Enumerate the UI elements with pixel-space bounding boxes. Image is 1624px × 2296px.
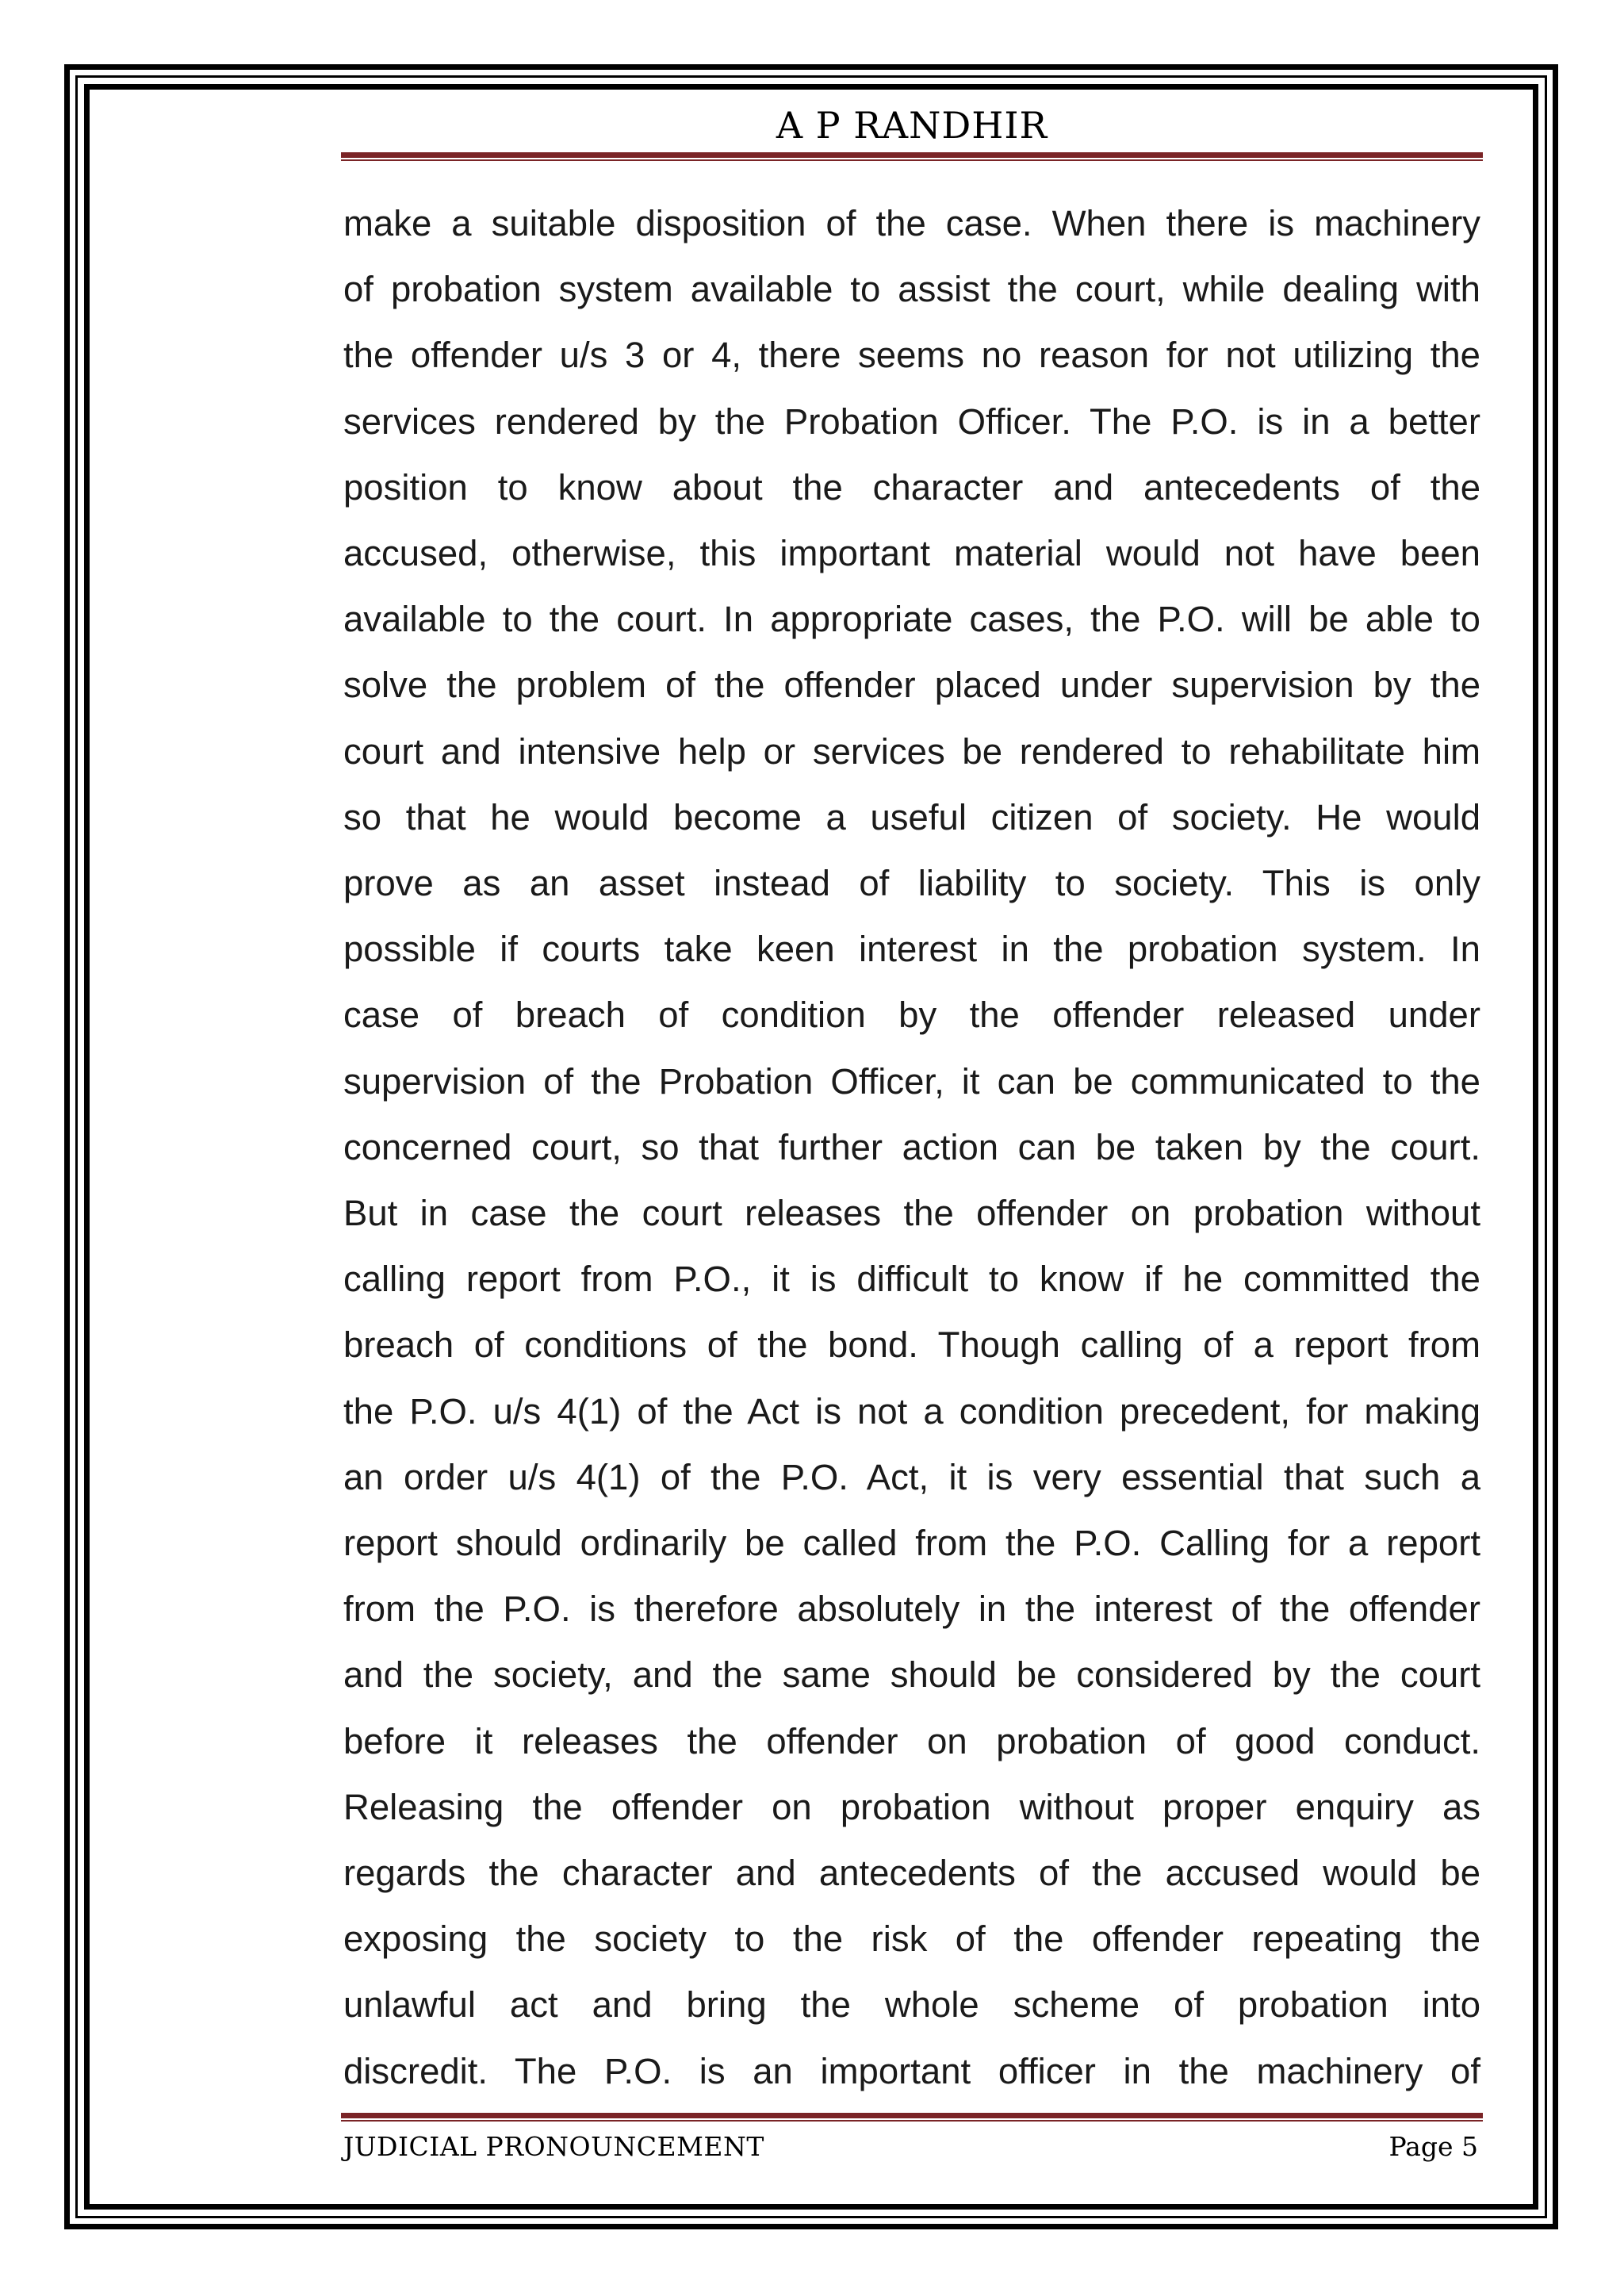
body-line: before it releases the offender on probation of good conduct.	[343, 1720, 1480, 1761]
body-paragraph	[343, 190, 1480, 2104]
footer-title: JUDICIAL PRONOUNCEMENT	[343, 2131, 764, 2162]
body-line: report should ordinarily be called from the P.O. Calling for a report	[343, 1523, 1480, 1564]
body-line: services rendered by the Probation Officer. The P.O. is in a better	[343, 401, 1480, 442]
body-line: supervision of the Probation Officer, it can be communicated to the	[343, 1060, 1480, 1102]
body-line: calling report from P.O., it is difficult to know if he committed the	[343, 1259, 1480, 1300]
body-line: breach of conditions of the bond. Though calling of a report from	[343, 1324, 1480, 1366]
body-line: position to know about the character and antecedents of the	[343, 466, 1480, 508]
body-line: accused, otherwise, this important material would not have been	[343, 533, 1480, 574]
body-line: of probation system available to assist the court, while dealing with	[343, 269, 1480, 310]
body-line: available to the court. In appropriate cases, the P.O. will be able to	[343, 599, 1480, 640]
body-line: make a suitable disposition of the case. When there is machinery	[343, 203, 1480, 243]
body-line: the offender u/s 3 or 4, there seems no reason for not utilizing the	[343, 335, 1480, 376]
body-line: solve the problem of the offender placed under supervision by the	[343, 665, 1480, 706]
body-line: an order u/s 4(1) of the P.O. Act, it is very essential that such a	[343, 1456, 1480, 1497]
body-line: exposing the society to the risk of the offender repeating the	[343, 1918, 1480, 1960]
body-line: But in case the court releases the offender on probation without	[343, 1193, 1480, 1234]
page-number: Page 5	[1388, 2131, 1478, 2162]
header-rule	[341, 152, 1483, 161]
body-line: so that he would become a useful citizen of society. He would	[343, 796, 1480, 838]
footer-rule	[341, 2113, 1483, 2122]
body-line: the P.O. u/s 4(1) of the Act is not a condition precedent, for making	[343, 1390, 1480, 1432]
body-line: court and intensive help or services be rendered to rehabilitate him	[343, 730, 1480, 772]
body-line: concerned court, so that further action can be taken by the court.	[343, 1126, 1480, 1167]
body-line: discredit. The P.O. is an important officer in the machinery of	[343, 2050, 1480, 2091]
page-header-title: A P RANDHIR	[776, 104, 1048, 147]
body-line: prove as an asset instead of liability to society. This is only	[343, 863, 1480, 904]
body-line: case of breach of condition by the offender released under	[343, 995, 1480, 1036]
body-line: regards the character and antecedents of the accused would be	[343, 1853, 1480, 1894]
body-line: unlawful act and bring the whole scheme of probation into	[343, 1984, 1480, 2026]
body-line: and the society, and the same should be considered by the court	[343, 1654, 1480, 1696]
body-line: from the P.O. is therefore absolutely in the interest of the offender	[343, 1589, 1480, 1630]
body-line: possible if courts take keen interest in the probation system. In	[343, 929, 1480, 970]
body-line: Releasing the offender on probation without proper enquiry as	[343, 1786, 1480, 1827]
